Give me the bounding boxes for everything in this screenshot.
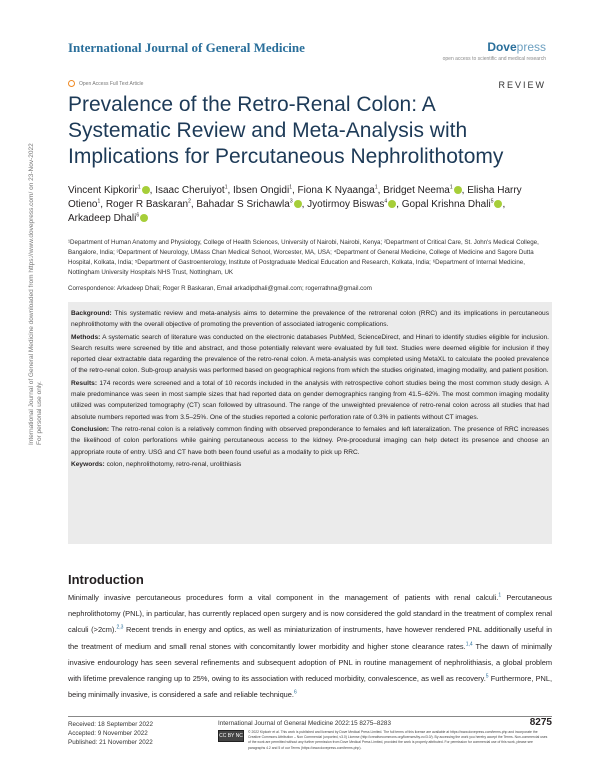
abstract-results: Results: 174 records were screened and a total of 10 records included in the analysis with retrospective cohort studies being the most common study design. A male predominance was seen in most sample sizes that had reported data on gender demographics ranging from 41.5–62%. The most common imaging modality utilized was computerized tomography (CT) scan followed by ultrasound. The range of the unweighted prevalence of retro-renal colon across all studies that had absolute numbers reported was from 3.5–25%. One of the studies reported a colonic perforation rate of 0.3% in patients without CT images. — [71, 379, 549, 421]
correspondence: Correspondence: Arkadeep Dhali; Roger R Baskaran, Email arkadipdhali@gmail.com; rogerrathna@gmail.com — [68, 285, 372, 292]
author-separator: , — [227, 185, 234, 196]
author-affiliation-number: 1 — [289, 184, 292, 191]
author-affiliation-number: 2 — [188, 198, 191, 205]
license-text: © 2022 Kipkorir et al. This work is published and licensed by Dove Medical Press Limited. The full terms of this license are available at https://www.dovepress.com/terms.php and incorporate the Creative Commons Attribution – Non Commercial (unported, v3.0) License (http://creativecommons.org/licenses/by-nc/3.0/). By accessing the work you hereby accept the Terms. Non-commercial uses of the work are permitted without any further permission from Dove Medical Press Limited, provided the work is properly attributed. For permission for commercial use of this work, please see paragraphs 4.2 and 5 of our Terms (https://www.dovepress.com/terms.php). — [248, 730, 548, 750]
author-name: Jyotirmoy Biswas — [307, 199, 385, 210]
orcid-icon[interactable] — [388, 200, 396, 208]
cc-license-icon[interactable]: CC BY NC — [218, 730, 244, 742]
author-name: Isaac Cheruiyot — [155, 185, 225, 196]
author-name: Gopal Krishna Dhali — [401, 199, 491, 210]
abstract-background: Background: This systematic review and meta-analysis aims to determine the prevalence of the retrorenal colon (RRC) and its implications in percutaneous nephrolithotomy with the overall objective of promoting the prevention of associated iatrogenic complications. — [71, 310, 549, 329]
author-name: Arkadeep Dhali — [68, 213, 137, 224]
open-access-icon — [68, 80, 75, 87]
brand-sub: press — [516, 40, 546, 54]
citation-link[interactable]: 6 — [293, 689, 297, 696]
open-access-text: Open Access Full Text Article — [79, 80, 144, 87]
brand-main: Dove — [487, 40, 517, 54]
author-separator: , — [396, 199, 402, 210]
affiliations: ¹Department of Human Anatomy and Physiology, College of Health Sciences, University of Nairobi, Nairobi, Kenya; ²Department of Critical Care, St. John's Medical College, Bangalore, India; ³Department of Neurology, UMass Chan Medical School, Worcester, MA, USA; ⁴Department of General Medicine, College of Medicine and Sagore Dutta Hospital, Kolkata, India; ⁵Department of Gastroenterology, Institute of Postgraduate Medical Education and Research, Kolkata, India; ⁶Department of Internal Medicine, Nottingham University Hospitals NHS Trust, Nottingham, UK — [68, 239, 539, 276]
orcid-icon[interactable] — [142, 186, 150, 194]
footer-divider — [68, 716, 552, 717]
author-affiliation-number: 6 — [136, 212, 140, 219]
citation-link[interactable]: 1 — [498, 592, 502, 599]
publisher-logo — [487, 40, 546, 54]
author-affiliation-number: 3 — [289, 198, 293, 205]
citation-link[interactable]: 1,4 — [465, 641, 473, 648]
author-separator: , — [100, 199, 106, 210]
author-name: Elisha Harry Otieno — [68, 185, 522, 210]
license-block — [218, 730, 548, 751]
author-separator: , — [377, 185, 384, 196]
journal-name: International Journal of General Medicine — [68, 40, 305, 55]
publisher-tagline: open access to scientific and medical research — [442, 56, 546, 62]
author-separator: , — [461, 185, 468, 196]
author-name: Ibsen Ongidi — [233, 185, 290, 196]
author-affiliation-number: 1 — [224, 184, 228, 191]
author-separator: , — [190, 199, 197, 210]
open-access-label — [68, 80, 143, 87]
orcid-icon[interactable] — [454, 186, 462, 194]
abstract-conclusion: Conclusion: The retro-renal colon is a relatively common finding with observed preponderance to females and left lateralization. The presence of RRC increases the likelihood of colon perforations while gaining percutaneous access to the kidney. Pre-procedural imaging can help detect its presence and choose an appropriate route of entry. USG and CT have both been found useful as a modality to pick up RRC. — [71, 425, 549, 456]
author-name: Bridget Neema — [383, 185, 450, 196]
author-affiliation-number: 1 — [137, 184, 141, 191]
abstract-box — [68, 302, 552, 544]
article-dates: Received: 18 September 2022 Accepted: 9 November 2022 Published: 21 November 2022 — [68, 721, 154, 746]
article-title: Prevalence of the Retro-Renal Colon: A Systematic Review and Meta-Analysis with Implications for Percutaneous Nephrolithotomy — [68, 93, 504, 168]
orcid-icon[interactable] — [294, 200, 302, 208]
author-name: Vincent Kipkorir — [68, 185, 138, 196]
author-affiliation-number: 4 — [384, 198, 388, 205]
author-separator: , — [291, 185, 298, 196]
author-affiliation-number: 5 — [490, 198, 494, 205]
author-affiliation-number: 1 — [97, 198, 101, 205]
introduction-text: Minimally invasive percutaneous procedures form a vital component in the management of patients with renal calculi.$^1$ Percutaneous nephrolithotomy (PNL), in particular, has currently replaced open surgery and is now considered the gold standard in the treatment of complex renal calculi (>2cm).$^{2,3}$ Recent trends in energy and optics, as well as miniaturization of instruments, have however rendered PNL additionally useful in the treatment of medium and small renal stones with concomitantly lower morbidity and higher stone clearance rates.$^{1,4}$ The dawn of minimally invasive endourology has seen several refinements and subsequent adoption of PNL in routine management of nephrolithiasis, a global problem with lifetime prevalence ranging up to 25%, owing to its association with reduced morbidity, convalescence, as well as recovery.$^5$ Furthermore, PNL, being minimally invasive, is considered a safe and reliable technique.$^6$ — [68, 592, 553, 700]
author-name: Fiona K Nyaanga — [297, 185, 375, 196]
article-type: REVIEW — [498, 80, 546, 90]
citation-link[interactable]: 5 — [485, 673, 489, 680]
footer-journal-ref: International Journal of General Medicine 2022:15 8275–8283 — [218, 720, 391, 727]
author-separator: , — [149, 185, 156, 196]
download-watermark: International Journal of General Medicine downloaded from https://www.dovepress.com/ on 23-Nov-2022 For personal use only. — [28, 143, 43, 445]
author-name: Roger R Baskaran — [105, 199, 189, 210]
introduction-heading: Introduction — [68, 572, 144, 587]
author-separator: , — [502, 199, 506, 210]
abstract-keywords: Keywords: colon, nephrolithotomy, retro-renal, urolithiasis — [71, 460, 242, 468]
abstract-methods: Methods: A systematic search of literature was conducted on the electronic databases PubMed, ScienceDirect, and Hinari to identify studies eligible for inclusion. Search results were screened by title and abstract, and those potentially relevant were evaluated by full text. Studies were deemed eligible for inclusion if they reported clear extractable data regarding the prevalence of the retro-renal colon. A meta-analysis was completed using MetaXL to calculate the pooled prevalence of the retro-renal colon. Sub-group analysis was performed based on geographical regions from which the studies originated, imaging modality, and patient position. — [71, 333, 550, 375]
page-number: 8275 — [529, 717, 552, 728]
author-affiliation-number: 1 — [449, 184, 453, 191]
author-separator: , — [301, 199, 308, 210]
author-name: Bahadar S Srichawla — [196, 199, 290, 210]
author-list — [68, 184, 548, 226]
orcid-icon[interactable] — [140, 214, 148, 222]
citation-link[interactable]: 2,3 — [116, 624, 124, 631]
author-affiliation-number: 1 — [374, 184, 378, 191]
